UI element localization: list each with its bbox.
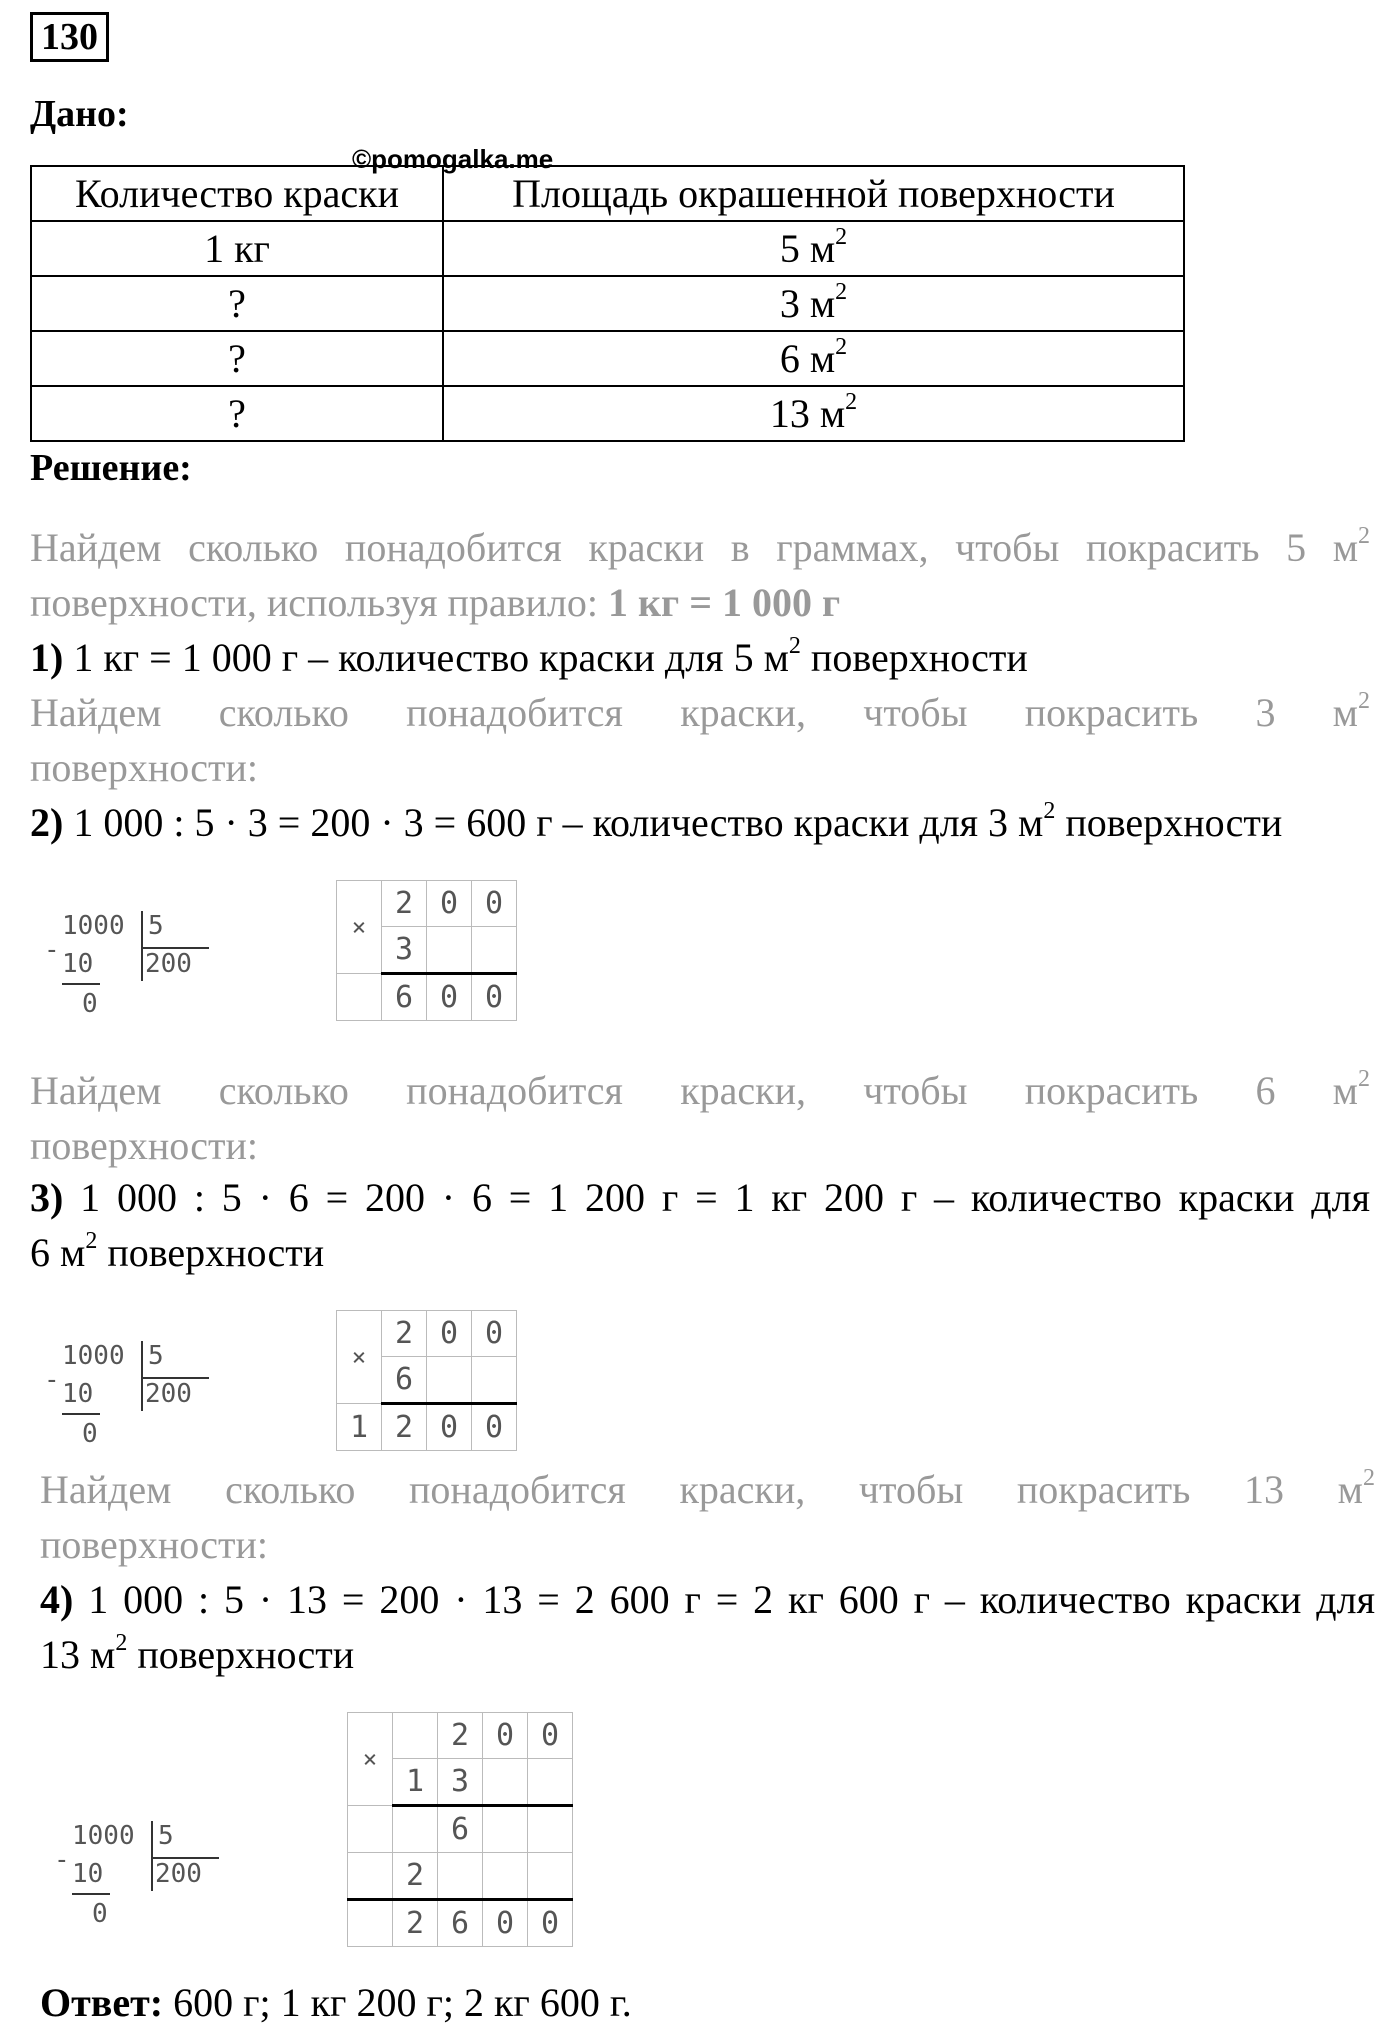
cell-area: 5 $м^2$ <box>443 221 1184 276</box>
multiply-sign: × <box>337 881 382 974</box>
header-paint-amount: Количество краски <box>31 166 443 221</box>
multiplication-grid-3: × 2 0 0 1 3 6 2 2 6 0 0 <box>347 1712 573 1947</box>
cell-area: 13 $м^2$ <box>443 386 1184 441</box>
hint-4-line-2: поверхности: <box>40 1522 268 1567</box>
step-3-line-1: 3) 1 000 : 5 · 6 = 200 · 6 = 1 200 г = 1 кг 200 г – количество краски для <box>30 1175 1370 1220</box>
watermark: ©pomogalka.me <box>352 144 554 174</box>
table-header-row <box>31 166 1184 221</box>
answer-label: Ответ: <box>40 1980 164 2025</box>
step-4-line-1: 4) 1 000 : 5 · 13 = 200 · 13 = 2 600 г = 2 кг 600 г – количество краски для <box>40 1577 1375 1622</box>
step-2: 2) 1 000 : 5 · 3 = 200 · 3 = 600 г – количество краски для 3 $м^2$ поверхности <box>30 798 1283 845</box>
cell-area: 6 $м^2$ <box>443 331 1184 386</box>
solution-heading: Решение: <box>30 447 192 489</box>
hint-3-line-2: поверхности: <box>30 1123 258 1168</box>
given-heading: Дано: <box>30 93 129 135</box>
cell-amount: ? <box>31 276 443 331</box>
problem-number: 130 <box>30 12 109 62</box>
table-row <box>31 386 1184 441</box>
long-division-3: - 1000 5 10 200 0 <box>50 1815 230 1940</box>
hint-4-line-1: Найдем сколько понадобится краски, чтобы покрасить 13 $м^2$ <box>40 1465 1375 1512</box>
multiplication-grid-1: × 2 0 0 3 6 0 0 <box>336 880 517 1021</box>
step-4-line-2: 13 $м^2$ поверхности <box>40 1630 355 1677</box>
multiply-sign: × <box>337 1311 382 1404</box>
hint-2-line-2: поверхности: <box>30 745 258 790</box>
table-row <box>31 276 1184 331</box>
answer-text: 600 г; 1 кг 200 г; 2 кг 600 г. <box>163 1980 632 2025</box>
cell-amount: 1 кг <box>31 221 443 276</box>
step-3-line-2: 6 $м^2$ поверхности <box>30 1228 325 1275</box>
header-painted-area: Площадь окрашенной поверхности <box>443 166 1184 221</box>
intro-line-1: Найдем сколько понадобится краски в граммах, чтобы покрасить 5 $м^2$ <box>30 523 1370 570</box>
hint-2-line-1: Найдем сколько понадобится краски, чтобы покрасить 3 $м^2$ <box>30 688 1370 735</box>
given-table <box>30 165 1185 442</box>
cell-amount: ? <box>31 386 443 441</box>
multiplication-grid-2: × 2 0 0 6 1 2 0 0 <box>336 1310 517 1451</box>
cell-area: 3 $м^2$ <box>443 276 1184 331</box>
cell-amount: ? <box>31 331 443 386</box>
long-division-1: - 1000 5 10 200 0 <box>40 905 220 1030</box>
table-row <box>31 331 1184 386</box>
long-division-2: - 1000 5 10 200 0 <box>40 1335 220 1460</box>
conversion-rule: 1 кг = 1 000 г <box>608 580 841 625</box>
table-row <box>31 221 1184 276</box>
multiply-sign: × <box>348 1713 393 1806</box>
answer-line <box>40 1975 632 2030</box>
hint-3-line-1: Найдем сколько понадобится краски, чтобы покрасить 6 $м^2$ <box>30 1066 1370 1113</box>
step-1: 1) 1 кг = 1 000 г – количество краски для 5 $м^2$ поверхности <box>30 633 1028 680</box>
intro-line-2: поверхности, используя правило: 1 кг = 1 000 г <box>30 580 841 625</box>
